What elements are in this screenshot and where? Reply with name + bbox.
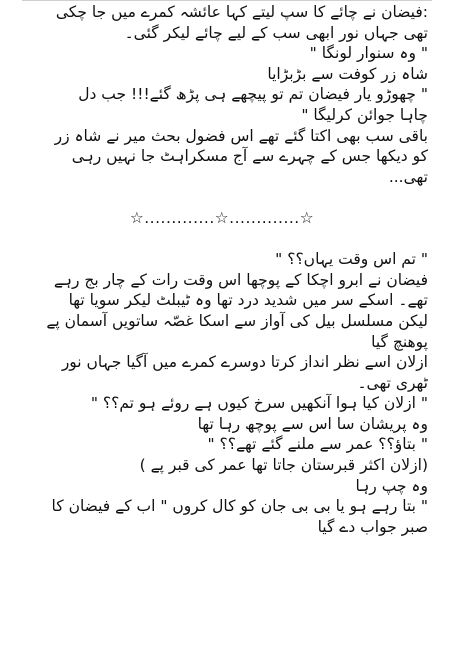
text-line: ٹھری تھی۔ bbox=[357, 373, 428, 392]
text-line: چاہا جوائن کرلیگا " bbox=[301, 105, 428, 124]
text-line: کو دیکھا جس کے چہرے سے آج مسکراہٹ جا نہیں رہی bbox=[71, 147, 428, 166]
text-line: " تم اس وقت یہاں؟؟ " bbox=[275, 250, 428, 269]
text-line: تھے۔ اسکے سر میں شدید درد تھا وہ ٹیبلٹ لیکر سویا تھا bbox=[68, 291, 428, 310]
text-line: " وہ سنوار لونگا " bbox=[309, 44, 428, 63]
blank-line bbox=[16, 187, 428, 208]
text-line: باقی سب بھی اکتا گئے تھے اس فضول بحث میر نے شاہ زر bbox=[54, 126, 428, 145]
text-line: وہ پریشان سا اس سے پوچھ رہا تھا bbox=[197, 414, 428, 433]
scene-break-stars: ☆.............☆.............☆ bbox=[129, 208, 315, 227]
text-line: " چھوڑو یار فیضان تم تو پیچھے ہی پڑھ گئے!!! جب دل bbox=[78, 85, 428, 104]
text-line: " ازلان کیا ہوا آنکھیں سرخ کیوں ہے روئے ہو تم؟؟ " bbox=[90, 394, 428, 413]
text-line: پوھنچ گیا bbox=[371, 332, 428, 351]
text-line: (ازلان اکثر قبرستان جاتا تھا عمر کی قبر پے ) bbox=[139, 456, 428, 475]
text-line: تھی... bbox=[388, 167, 428, 186]
text-line: " بتا رہے ہو یا بی بی جان کو کال کروں " اب کے فیضان کا bbox=[51, 497, 428, 516]
text-line: تھی جہاں نور ابھی سب کے لیے چائے لیکر گئی۔ bbox=[124, 23, 428, 42]
blank-line bbox=[16, 229, 428, 250]
text-line: شاہ زر کوفت سے بڑبڑایا bbox=[267, 64, 428, 83]
text-line: ازلان اسے نظر انداز کرتا دوسرے کمرے میں آگیا جہاں نور bbox=[61, 353, 428, 372]
text-line: " بتاؤ؟؟ عمر سے ملنے گئے تھے؟؟ " bbox=[207, 435, 428, 454]
text-line: لیکن مسلسل بیل کی آواز سے اسکا غصّہ ساتویں آسمان پے bbox=[46, 311, 428, 330]
text-line: وہ چپ رہا bbox=[355, 476, 428, 495]
top-divider bbox=[22, 0, 432, 1]
text-line: :فیضان نے چائے کا سپ لیتے کہا عائشہ کمرے میں جا چکی bbox=[55, 3, 428, 21]
text-line: فیضان نے ابرو اچکا کے پوچھا اس وقت رات کے چار بج رہے bbox=[53, 270, 428, 289]
text-line: صبر جواب دے گیا bbox=[317, 517, 428, 536]
document-body bbox=[16, 2, 428, 537]
